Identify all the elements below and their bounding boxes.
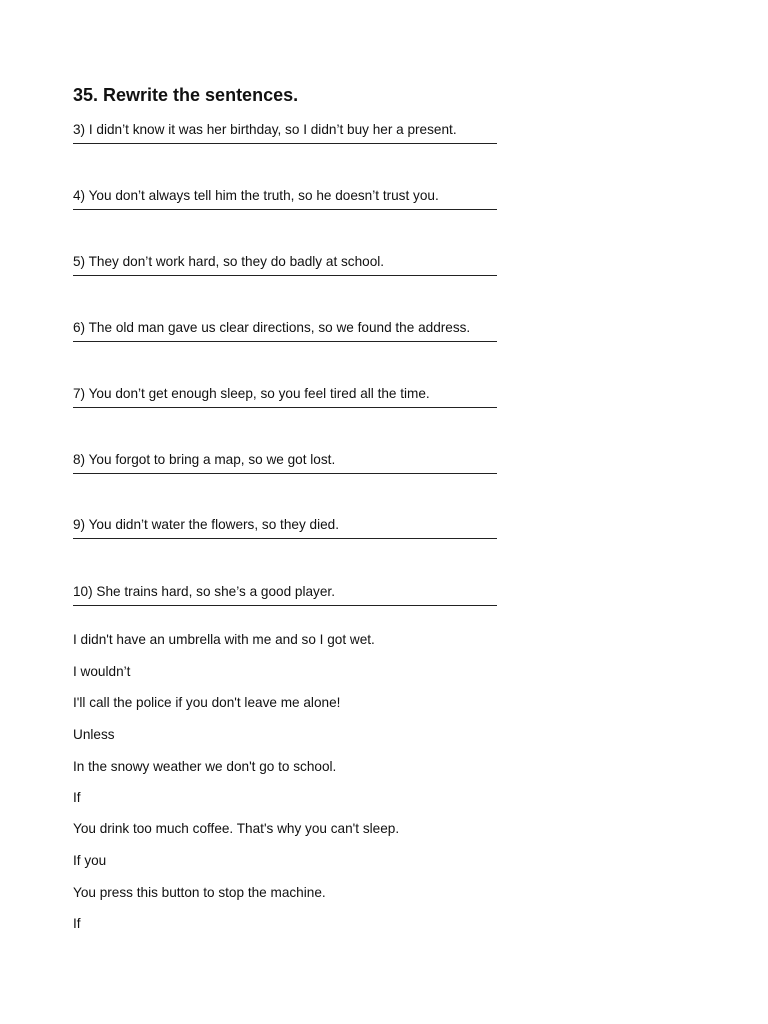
exercise-item bbox=[73, 319, 497, 342]
exercise-sentence: 7) You don’t get enough sleep, so you feel tired all the time. bbox=[73, 386, 430, 401]
rewrite-prompt: I'll call the police if you don't leave me alone! bbox=[73, 695, 341, 710]
rewrite-start: If you bbox=[73, 853, 107, 868]
rewrite-prompt: You drink too much coffee. That's why you can't sleep. bbox=[73, 821, 400, 836]
rewrite-start: If bbox=[73, 916, 81, 931]
answer-line[interactable] bbox=[73, 605, 497, 606]
rewrite-prompt: You press this button to stop the machine. bbox=[73, 885, 326, 900]
exercise-item bbox=[73, 253, 497, 276]
exercise-sentence: 10) She trains hard, so she’s a good player. bbox=[73, 584, 335, 599]
rewrite-start: If bbox=[73, 790, 81, 805]
answer-line[interactable] bbox=[73, 275, 497, 276]
exercise-sentence: 8) You forgot to bring a map, so we got lost. bbox=[73, 452, 336, 467]
exercise-item bbox=[73, 516, 497, 539]
rewrite-prompt: I didn't have an umbrella with me and so I got wet. bbox=[73, 632, 375, 647]
exercise-sentence: 3) I didn’t know it was her birthday, so I didn’t buy her a present. bbox=[73, 122, 457, 137]
answer-line[interactable] bbox=[73, 538, 497, 539]
exercise-item bbox=[73, 187, 497, 210]
exercise-item bbox=[73, 451, 497, 474]
rewrite-prompt: In the snowy weather we don't go to school. bbox=[73, 759, 337, 774]
exercise-item bbox=[73, 583, 497, 606]
exercise-item bbox=[73, 385, 497, 408]
answer-line[interactable] bbox=[73, 473, 497, 474]
exercise-item bbox=[73, 121, 497, 144]
rewrite-start: I wouldn’t bbox=[73, 664, 131, 679]
exercise-sentence: 6) The old man gave us clear directions, so we found the address. bbox=[73, 320, 471, 335]
worksheet-title: 35. Rewrite the sentences. bbox=[73, 85, 299, 105]
exercise-sentence: 9) You didn’t water the flowers, so they died. bbox=[73, 517, 339, 532]
rewrite-start: Unless bbox=[73, 727, 115, 742]
exercise-sentence: 5) They don’t work hard, so they do badly at school. bbox=[73, 254, 385, 269]
exercise-sentence: 4) You don’t always tell him the truth, so he doesn’t trust you. bbox=[73, 188, 439, 203]
answer-line[interactable] bbox=[73, 209, 497, 210]
answer-line[interactable] bbox=[73, 407, 497, 408]
answer-line[interactable] bbox=[73, 143, 497, 144]
answer-line[interactable] bbox=[73, 341, 497, 342]
